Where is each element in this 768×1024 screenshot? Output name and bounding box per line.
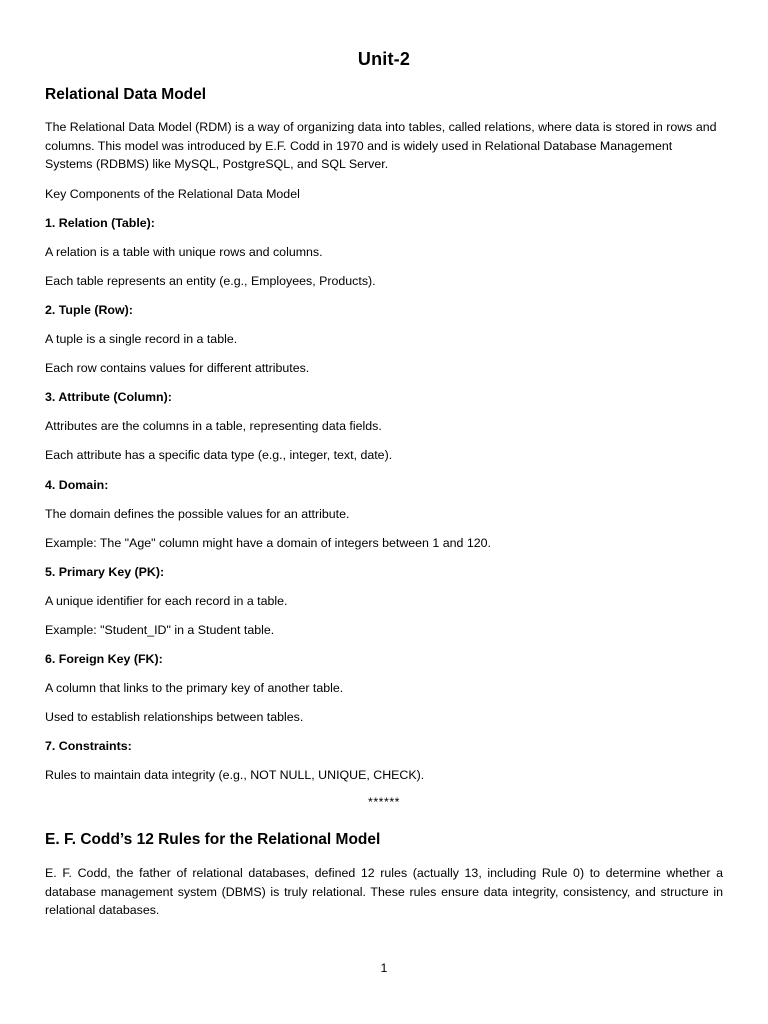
relation-line-1: A relation is a table with unique rows and columns. [45,245,323,259]
primary-key-heading: 5. Primary Key (PK): [45,565,165,579]
unit-title: Unit-2 [357,49,411,69]
constraints-heading: 7. Constraints: [45,739,132,753]
attribute-heading: 3. Attribute (Column): [45,390,172,404]
foreign-key-line-2: Used to establish relationships between tables. [45,710,304,724]
domain-line-2: Example: The "Age" column might have a domain of integers between 1 and 120. [45,536,491,550]
domain-line-1: The domain defines the possible values for an attribute. [45,507,350,521]
relation-line-2: Each table represents an entity (e.g., Employees, Products). [45,274,376,288]
intro-paragraph: The Relational Data Model (RDM) is a way of organizing data into tables, called relations, where data is stored in rows and columns. This model was introduced by E.F. Codd in 1970 and is widely used in Relational Database Management Systems (RDBMS) like MySQL, PostgreSQL, and SQL Server. [45,120,717,171]
primary-key-line-1: A unique identifier for each record in a table. [45,594,288,608]
foreign-key-line-1: A column that links to the primary key of another table. [45,681,344,695]
domain-heading: 4. Domain: [45,478,109,492]
section-separator: ****** [368,795,400,809]
page-number: 1 [380,961,388,975]
relation-heading: 1. Relation (Table): [45,216,155,230]
tuple-line-1: A tuple is a single record in a table. [45,332,238,346]
tuple-heading: 2. Tuple (Row): [45,303,133,317]
primary-key-line-2: Example: "Student_ID" in a Student table. [45,623,275,637]
codd-paragraph: E. F. Codd, the father of relational databases, defined 12 rules (actually 13, including Rule 0) to determine whether a database management system (DBMS) is truly relational. These rules ensure data integrity, consistency, and structure in relational databases. [45,866,723,917]
constraints-line-1: Rules to maintain data integrity (e.g., NOT NULL, UNIQUE, CHECK). [45,768,425,782]
key-components-label: Key Components of the Relational Data Model [45,187,300,201]
foreign-key-heading: 6. Foreign Key (FK): [45,652,163,666]
section-heading-codd-rules: E. F. Codd’s 12 Rules for the Relational Model [45,831,381,848]
tuple-line-2: Each row contains values for different attributes. [45,361,310,375]
section-heading-relational-data-model: Relational Data Model [45,86,207,103]
attribute-line-2: Each attribute has a specific data type (e.g., integer, text, date). [45,448,393,462]
attribute-line-1: Attributes are the columns in a table, representing data fields. [45,419,382,433]
